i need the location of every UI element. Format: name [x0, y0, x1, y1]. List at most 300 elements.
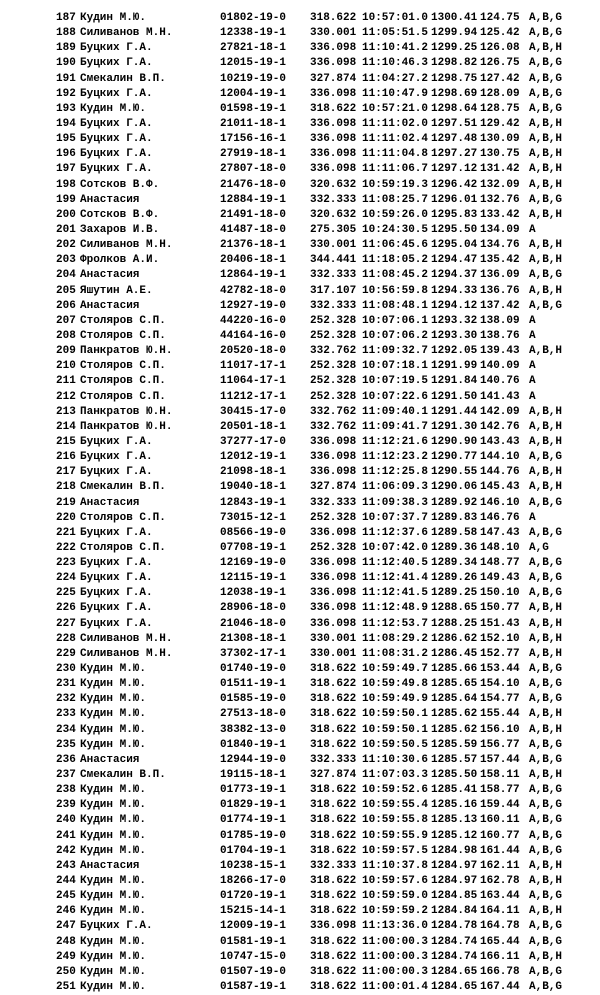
cell-time: 11:11:06.7: [362, 163, 429, 176]
cell-num: 250: [56, 965, 76, 978]
cell-id: 42782-18-0: [220, 284, 287, 297]
cell-mode: A,B,H: [529, 632, 563, 645]
cell-mode: A,B,H: [529, 769, 563, 782]
cell-dist: 1299.25: [431, 42, 478, 55]
cell-name: Кудин М.Ю.: [80, 935, 147, 948]
cell-mode: A,B,H: [529, 905, 563, 918]
cell-dist: 1285.66: [431, 663, 478, 676]
cell-az: 131.42: [480, 163, 520, 176]
cell-num: 190: [56, 57, 76, 70]
cell-mode: A: [529, 360, 536, 373]
cell-num: 251: [56, 981, 76, 993]
cell-name: Буцких Г.А.: [80, 87, 153, 100]
cell-time: 11:08:29.2: [362, 632, 429, 645]
cell-name: Кудин М.Ю.: [80, 678, 147, 691]
cell-num: 241: [56, 829, 76, 842]
cell-name: Кудин М.Ю.: [80, 708, 147, 721]
cell-freq: 318.622: [310, 981, 357, 993]
cell-dist: 1284.97: [431, 859, 478, 872]
cell-time: 10:59:26.0: [362, 208, 429, 221]
cell-name: Кудин М.Ю.: [80, 905, 147, 918]
cell-mode: A,B,G: [529, 935, 563, 948]
cell-name: Кудин М.Ю.: [80, 12, 147, 24]
cell-az: 162.11: [480, 859, 520, 872]
cell-dist: 1294.12: [431, 299, 478, 312]
cell-mode: A: [529, 314, 536, 327]
cell-num: 203: [56, 254, 76, 267]
cell-dist: 1291.50: [431, 390, 478, 403]
cell-num: 238: [56, 784, 76, 797]
cell-mode: A,B,H: [529, 647, 563, 660]
cell-num: 200: [56, 208, 76, 221]
cell-mode: A,G: [529, 541, 549, 554]
cell-freq: 332.333: [310, 859, 357, 872]
cell-dist: 1284.78: [431, 920, 478, 933]
cell-freq: 336.098: [310, 451, 357, 464]
cell-az: 142.76: [480, 420, 520, 433]
cell-dist: 1288.65: [431, 602, 478, 615]
cell-time: 11:10:46.3: [362, 57, 429, 70]
cell-id: 12115-19-1: [220, 572, 287, 585]
cell-freq: 318.622: [310, 708, 357, 721]
cell-freq: 318.622: [310, 738, 357, 751]
cell-dist: 1285.13: [431, 814, 478, 827]
cell-name: Силиванов М.Н.: [80, 632, 173, 645]
cell-id: 12927-19-0: [220, 299, 287, 312]
cell-az: 151.43: [480, 617, 520, 630]
cell-freq: 327.874: [310, 481, 357, 494]
cell-name: Буцких Г.А.: [80, 133, 153, 146]
cell-dist: 1284.98: [431, 844, 478, 857]
cell-az: 125.42: [480, 27, 520, 40]
cell-time: 11:09:41.7: [362, 420, 429, 433]
cell-num: 214: [56, 420, 76, 433]
cell-freq: 318.622: [310, 814, 357, 827]
cell-mode: A,B,H: [529, 708, 563, 721]
cell-az: 152.10: [480, 632, 520, 645]
cell-dist: 1285.62: [431, 723, 478, 736]
cell-az: 154.77: [480, 693, 520, 706]
cell-freq: 336.098: [310, 587, 357, 600]
cell-name: Буцких Г.А.: [80, 526, 153, 539]
cell-num: 219: [56, 496, 76, 509]
cell-num: 233: [56, 708, 76, 721]
cell-dist: 1285.50: [431, 769, 478, 782]
cell-mode: A: [529, 390, 536, 403]
cell-dist: 1290.90: [431, 435, 478, 448]
cell-id: 28906-18-0: [220, 602, 287, 615]
cell-num: 239: [56, 799, 76, 812]
cell-id: 21011-18-1: [220, 117, 287, 130]
cell-dist: 1285.57: [431, 753, 478, 766]
cell-num: 223: [56, 557, 76, 570]
cell-id: 01598-19-1: [220, 102, 287, 115]
cell-num: 209: [56, 345, 76, 358]
cell-id: 01507-19-0: [220, 965, 287, 978]
cell-time: 10:59:52.6: [362, 784, 429, 797]
cell-num: 204: [56, 269, 76, 282]
cell-name: Буцких Г.А.: [80, 148, 153, 161]
cell-num: 225: [56, 587, 76, 600]
cell-mode: A,B,G: [529, 678, 563, 691]
cell-mode: A,B,G: [529, 799, 563, 812]
cell-name: Кудин М.Ю.: [80, 875, 147, 888]
cell-az: 144.10: [480, 451, 520, 464]
cell-name: Буцких Г.А.: [80, 42, 153, 55]
cell-id: 12009-19-1: [220, 920, 287, 933]
cell-dist: 1297.51: [431, 117, 478, 130]
cell-num: 222: [56, 541, 76, 554]
cell-num: 205: [56, 284, 76, 297]
cell-az: 129.42: [480, 117, 520, 130]
cell-az: 162.78: [480, 875, 520, 888]
cell-name: Столяров С.П.: [80, 541, 166, 554]
cell-time: 11:12:37.6: [362, 526, 429, 539]
cell-time: 10:07:42.0: [362, 541, 429, 554]
cell-id: 27513-18-0: [220, 708, 287, 721]
cell-az: 134.76: [480, 239, 520, 252]
cell-num: 228: [56, 632, 76, 645]
cell-az: 160.11: [480, 814, 520, 827]
cell-id: 73015-12-1: [220, 511, 287, 524]
cell-dist: 1293.30: [431, 329, 478, 342]
cell-mode: A,B,G: [529, 753, 563, 766]
cell-freq: 318.622: [310, 663, 357, 676]
cell-time: 10:59:49.9: [362, 693, 429, 706]
cell-time: 11:00:00.3: [362, 950, 429, 963]
cell-az: 166.11: [480, 950, 520, 963]
cell-az: 130.75: [480, 148, 520, 161]
cell-name: Буцких Г.А.: [80, 587, 153, 600]
cell-name: Смекалин В.П.: [80, 72, 166, 85]
cell-time: 10:07:06.2: [362, 329, 429, 342]
cell-dist: 1293.32: [431, 314, 478, 327]
cell-freq: 252.328: [310, 329, 357, 342]
cell-mode: A,B,G: [529, 557, 563, 570]
cell-mode: A,B,H: [529, 239, 563, 252]
cell-time: 10:07:19.5: [362, 375, 429, 388]
cell-mode: A,B,H: [529, 481, 563, 494]
cell-num: 206: [56, 299, 76, 312]
cell-mode: A: [529, 329, 536, 342]
cell-az: 138.09: [480, 314, 520, 327]
cell-id: 19040-18-1: [220, 481, 287, 494]
cell-num: 207: [56, 314, 76, 327]
cell-az: 126.08: [480, 42, 520, 55]
cell-time: 11:00:01.4: [362, 981, 429, 993]
cell-num: 199: [56, 193, 76, 206]
cell-id: 21098-18-1: [220, 466, 287, 479]
cell-time: 10:59:57.6: [362, 875, 429, 888]
cell-id: 12038-19-1: [220, 587, 287, 600]
cell-num: 234: [56, 723, 76, 736]
cell-id: 01581-19-1: [220, 935, 287, 948]
cell-id: 17156-16-1: [220, 133, 287, 146]
cell-az: 163.44: [480, 890, 520, 903]
cell-az: 150.10: [480, 587, 520, 600]
cell-name: Столяров С.П.: [80, 329, 166, 342]
cell-id: 10219-19-0: [220, 72, 287, 85]
cell-az: 164.11: [480, 905, 520, 918]
cell-time: 10:59:19.3: [362, 178, 429, 191]
cell-dist: 1289.36: [431, 541, 478, 554]
cell-time: 11:10:41.2: [362, 42, 429, 55]
cell-name: Столяров С.П.: [80, 390, 166, 403]
cell-mode: A,B,H: [529, 466, 563, 479]
cell-name: Кудин М.Ю.: [80, 738, 147, 751]
cell-mode: A,B,G: [529, 57, 563, 70]
cell-id: 01587-19-1: [220, 981, 287, 993]
cell-time: 11:11:02.4: [362, 133, 429, 146]
cell-num: 230: [56, 663, 76, 676]
cell-dist: 1284.84: [431, 905, 478, 918]
cell-mode: A,B,G: [529, 814, 563, 827]
cell-name: Кудин М.Ю.: [80, 784, 147, 797]
cell-time: 10:56:59.8: [362, 284, 429, 297]
cell-num: 189: [56, 42, 76, 55]
cell-time: 11:11:02.0: [362, 117, 429, 130]
cell-az: 158.11: [480, 769, 520, 782]
cell-time: 11:18:05.2: [362, 254, 429, 267]
cell-num: 244: [56, 875, 76, 888]
cell-az: 128.09: [480, 87, 520, 100]
cell-freq: 317.107: [310, 284, 357, 297]
cell-freq: 336.098: [310, 466, 357, 479]
cell-num: 243: [56, 859, 76, 872]
cell-az: 139.43: [480, 345, 520, 358]
cell-freq: 327.874: [310, 72, 357, 85]
cell-num: 220: [56, 511, 76, 524]
cell-freq: 252.328: [310, 511, 357, 524]
cell-freq: 318.622: [310, 905, 357, 918]
cell-time: 10:07:22.6: [362, 390, 429, 403]
cell-id: 20520-18-0: [220, 345, 287, 358]
cell-dist: 1291.30: [431, 420, 478, 433]
cell-id: 10238-15-1: [220, 859, 287, 872]
cell-az: 152.77: [480, 647, 520, 660]
cell-num: 194: [56, 117, 76, 130]
cell-num: 187: [56, 12, 76, 24]
cell-freq: 330.001: [310, 27, 357, 40]
cell-name: Смекалин В.П.: [80, 769, 166, 782]
cell-time: 10:59:59.0: [362, 890, 429, 903]
cell-dist: 1285.16: [431, 799, 478, 812]
cell-time: 10:59:49.8: [362, 678, 429, 691]
cell-freq: 336.098: [310, 572, 357, 585]
cell-freq: 336.098: [310, 163, 357, 176]
cell-num: 217: [56, 466, 76, 479]
cell-name: Кудин М.Ю.: [80, 965, 147, 978]
cell-az: 142.09: [480, 405, 520, 418]
cell-name: Буцких Г.А.: [80, 435, 153, 448]
cell-az: 128.75: [480, 102, 520, 115]
cell-name: Кудин М.Ю.: [80, 693, 147, 706]
cell-az: 130.09: [480, 133, 520, 146]
cell-name: Буцких Г.А.: [80, 617, 153, 630]
cell-id: 18266-17-0: [220, 875, 287, 888]
cell-dist: 1298.75: [431, 72, 478, 85]
cell-time: 10:59:50.1: [362, 723, 429, 736]
cell-dist: 1290.55: [431, 466, 478, 479]
cell-freq: 336.098: [310, 617, 357, 630]
cell-name: Сотсков В.Ф.: [80, 208, 160, 221]
cell-num: 201: [56, 223, 76, 236]
cell-id: 01511-19-1: [220, 678, 287, 691]
cell-mode: A,B,H: [529, 178, 563, 191]
cell-mode: A,B,G: [529, 844, 563, 857]
cell-time: 10:59:59.2: [362, 905, 429, 918]
cell-dist: 1285.41: [431, 784, 478, 797]
cell-mode: A,B,H: [529, 602, 563, 615]
cell-mode: A,B,G: [529, 269, 563, 282]
cell-dist: 1291.44: [431, 405, 478, 418]
cell-dist: 1290.06: [431, 481, 478, 494]
cell-az: 135.42: [480, 254, 520, 267]
cell-freq: 336.098: [310, 42, 357, 55]
cell-dist: 1290.77: [431, 451, 478, 464]
cell-freq: 318.622: [310, 935, 357, 948]
cell-name: Буцких Г.А.: [80, 451, 153, 464]
cell-id: 08566-19-0: [220, 526, 287, 539]
cell-num: 215: [56, 435, 76, 448]
cell-id: 37302-17-1: [220, 647, 287, 660]
cell-freq: 318.622: [310, 890, 357, 903]
cell-name: Кудин М.Ю.: [80, 981, 147, 993]
cell-time: 10:59:50.5: [362, 738, 429, 751]
cell-time: 11:12:48.9: [362, 602, 429, 615]
cell-id: 12169-19-0: [220, 557, 287, 570]
cell-mode: A,B,G: [529, 784, 563, 797]
cell-dist: 1297.27: [431, 148, 478, 161]
cell-name: Анастасия: [80, 299, 140, 312]
cell-id: 21046-18-0: [220, 617, 287, 630]
cell-freq: 320.632: [310, 208, 357, 221]
cell-mode: A,B,G: [529, 981, 563, 993]
cell-mode: A,B,H: [529, 723, 563, 736]
cell-time: 11:09:38.3: [362, 496, 429, 509]
cell-dist: 1295.50: [431, 223, 478, 236]
cell-name: Кудин М.Ю.: [80, 799, 147, 812]
cell-id: 01740-19-0: [220, 663, 287, 676]
cell-num: 227: [56, 617, 76, 630]
cell-num: 191: [56, 72, 76, 85]
cell-freq: 318.622: [310, 693, 357, 706]
cell-name: Панкратов Ю.Н.: [80, 345, 173, 358]
cell-time: 11:08:45.2: [362, 269, 429, 282]
cell-dist: 1296.01: [431, 193, 478, 206]
cell-id: 21376-18-1: [220, 239, 287, 252]
cell-name: Буцких Г.А.: [80, 602, 153, 615]
cell-freq: 336.098: [310, 117, 357, 130]
cell-id: 11064-17-1: [220, 375, 287, 388]
cell-time: 11:04:27.2: [362, 72, 429, 85]
cell-freq: 330.001: [310, 632, 357, 645]
cell-time: 11:10:47.9: [362, 87, 429, 100]
cell-az: 167.44: [480, 981, 520, 993]
cell-dist: 1294.37: [431, 269, 478, 282]
cell-az: 146.10: [480, 496, 520, 509]
cell-id: 07708-19-1: [220, 541, 287, 554]
cell-id: 27821-18-1: [220, 42, 287, 55]
cell-mode: A: [529, 511, 536, 524]
cell-num: 242: [56, 844, 76, 857]
cell-mode: A,B,G: [529, 526, 563, 539]
cell-az: 144.76: [480, 466, 520, 479]
cell-az: 143.43: [480, 435, 520, 448]
cell-az: 126.75: [480, 57, 520, 70]
cell-time: 11:00:00.3: [362, 935, 429, 948]
cell-freq: 275.305: [310, 223, 357, 236]
cell-freq: 336.098: [310, 57, 357, 70]
cell-time: 11:08:48.1: [362, 299, 429, 312]
cell-id: 44164-16-0: [220, 329, 287, 342]
cell-id: 01720-19-1: [220, 890, 287, 903]
cell-id: 30415-17-0: [220, 405, 287, 418]
cell-freq: 336.098: [310, 557, 357, 570]
cell-time: 10:57:21.0: [362, 102, 429, 115]
cell-id: 10747-15-0: [220, 950, 287, 963]
cell-az: 145.43: [480, 481, 520, 494]
cell-freq: 332.333: [310, 496, 357, 509]
cell-mode: A,B,H: [529, 133, 563, 146]
cell-mode: A: [529, 223, 536, 236]
cell-name: Кудин М.Ю.: [80, 663, 147, 676]
cell-az: 124.75: [480, 12, 520, 24]
cell-freq: 336.098: [310, 87, 357, 100]
cell-az: 137.42: [480, 299, 520, 312]
cell-dist: 1285.64: [431, 693, 478, 706]
cell-name: Буцких Г.А.: [80, 466, 153, 479]
cell-dist: 1289.34: [431, 557, 478, 570]
cell-num: 237: [56, 769, 76, 782]
cell-num: 232: [56, 693, 76, 706]
cell-freq: 332.762: [310, 345, 357, 358]
cell-mode: A,B,G: [529, 72, 563, 85]
cell-dist: 1285.65: [431, 678, 478, 691]
cell-az: 156.77: [480, 738, 520, 751]
cell-az: 153.44: [480, 663, 520, 676]
cell-num: 235: [56, 738, 76, 751]
cell-mode: A,B,G: [529, 12, 563, 24]
cell-mode: A,B,H: [529, 420, 563, 433]
cell-az: 149.43: [480, 572, 520, 585]
cell-num: 202: [56, 239, 76, 252]
cell-az: 150.77: [480, 602, 520, 615]
cell-mode: A,B,H: [529, 435, 563, 448]
cell-mode: A,B,H: [529, 254, 563, 267]
cell-name: Силиванов М.Н.: [80, 647, 173, 660]
cell-az: 161.44: [480, 844, 520, 857]
cell-mode: A,B,G: [529, 920, 563, 933]
cell-az: 147.43: [480, 526, 520, 539]
cell-time: 11:12:53.7: [362, 617, 429, 630]
cell-dist: 1286.62: [431, 632, 478, 645]
cell-name: Захаров И.В.: [80, 223, 160, 236]
cell-num: 240: [56, 814, 76, 827]
cell-num: 245: [56, 890, 76, 903]
cell-id: 12012-19-1: [220, 451, 287, 464]
cell-id: 01774-19-1: [220, 814, 287, 827]
cell-dist: 1284.74: [431, 935, 478, 948]
cell-name: Анастасия: [80, 269, 140, 282]
cell-az: 155.44: [480, 708, 520, 721]
cell-dist: 1298.64: [431, 102, 478, 115]
cell-time: 11:11:04.8: [362, 148, 429, 161]
cell-id: 12884-19-1: [220, 193, 287, 206]
cell-id: 21476-18-0: [220, 178, 287, 191]
cell-name: Анастасия: [80, 496, 140, 509]
cell-num: 193: [56, 102, 76, 115]
